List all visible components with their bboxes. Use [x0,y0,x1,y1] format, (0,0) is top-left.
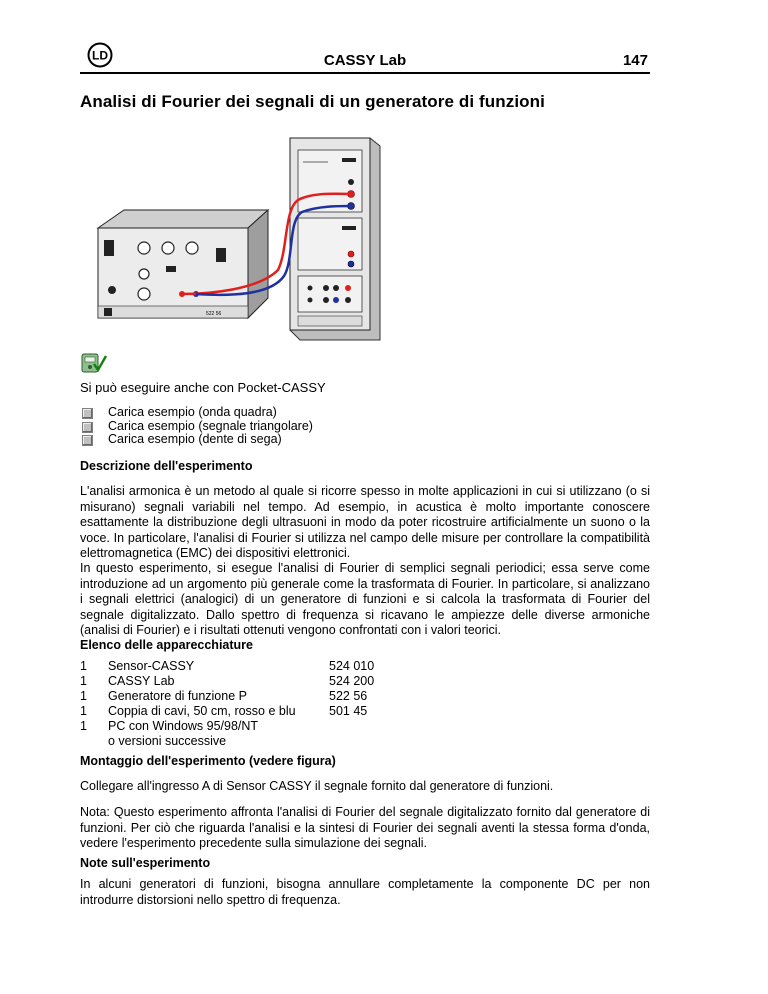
setup-paragraph-2: Nota: Questo esperimento affronta l'analisi di Fourier del segnale digitalizzato fornito dal generatore di funzioni. Per ciò che riguarda l'analisi e la sintesi di Fourier dei segnali aventi la stessa forma d'onda, vedere l'esperimento precedente sulla simulazione dei segnali. [80,805,650,850]
example-links [80,406,313,447]
section-heading-equipment: Elenco delle apparecchiature [80,638,253,652]
section-heading-notes: Note sull'esperimento [80,856,211,870]
equipment-row: 1 PC con Windows 95/98/NT [80,719,259,733]
example-label: Carica esempio (onda quadra) [108,405,277,419]
description-paragraph-1: L'analisi armonica è un metodo al quale si ricorre spesso in molte applicazioni in cui si utilizzano (o si misurano) segnali variabili nel tempo. Ad esempio, in acustica è molto importante conoscere esattamente la distribuzione degli ultrasuoni in modo da poter ricostruire artificialmente un suono o la voce. In particolare, l'analisi di Fourier si utilizza nel campo delle misure per controllare la compatibilità elettromagnetica (EMC) dei dispositivi elettronici. [80,484,650,560]
generator-model-label: 522 56 [206,311,222,317]
example-link[interactable] [80,420,313,434]
page-number: 147 [622,52,648,69]
example-link[interactable] [80,433,313,447]
pocket-cassy-note: Si può eseguire anche con Pocket-CASSY [80,380,326,395]
equipment-list [80,659,480,749]
section-heading-setup: Montaggio dell'esperimento (vedere figura) [80,754,336,768]
description-paragraph-2: In questo esperimento, si esegue l'analisi di Fourier di semplici segnali periodici; essa serve come introduzione ad un argomento più generale come la trasformata di Fourier. In particolare, si analizzano i segnali elettrici (analogici) di un generatore di funzioni e si calcola la trasformata di Fourier del segnale digitalizzato. Dallo spettro di frequenza si ricavano le ampiezze delle diverse armoniche (analisi di Fourier) e i risultati ottenuti vengono confrontati con i valori teorici. [80,561,650,637]
setup-paragraph-1: Collegare all'ingresso A di Sensor CASSY il segnale fornito dal generatore di funzioni. [80,779,554,793]
load-example-icon [82,435,93,446]
header-title: CASSY Lab [323,52,407,69]
equipment-row: 1 Generatore di funzione P 522 56 [80,689,368,703]
equipment-row: o versioni successive [108,734,227,748]
document-title: Analisi di Fourier dei segnali di un generatore di funzioni [80,92,545,111]
example-label: Carica esempio (dente di sega) [108,432,282,446]
example-label: Carica esempio (segnale triangolare) [108,418,313,433]
function-generator-device [98,210,268,318]
equipment-row: 1 CASSY Lab 524 200 [80,674,375,688]
experiment-setup-figure [88,130,408,345]
logo-text: LD [92,48,108,63]
example-link[interactable] [80,406,313,420]
load-example-icon [82,408,93,419]
equipment-row: 1 Sensor-CASSY 524 010 [80,659,375,673]
section-heading-description: Descrizione dell'esperimento [80,459,253,473]
pocket-cassy-icon [80,352,108,374]
notes-paragraph-1: In alcuni generatori di funzioni, bisogna annullare completamente la componente DC per non introdurre distorsioni nello spettro di frequenza. [80,877,650,907]
load-example-icon [82,422,93,433]
sensor-cassy-device [290,138,380,340]
equipment-row: 1 Coppia di cavi, 50 cm, rosso e blu 501 45 [80,704,368,718]
page-header [80,40,650,74]
